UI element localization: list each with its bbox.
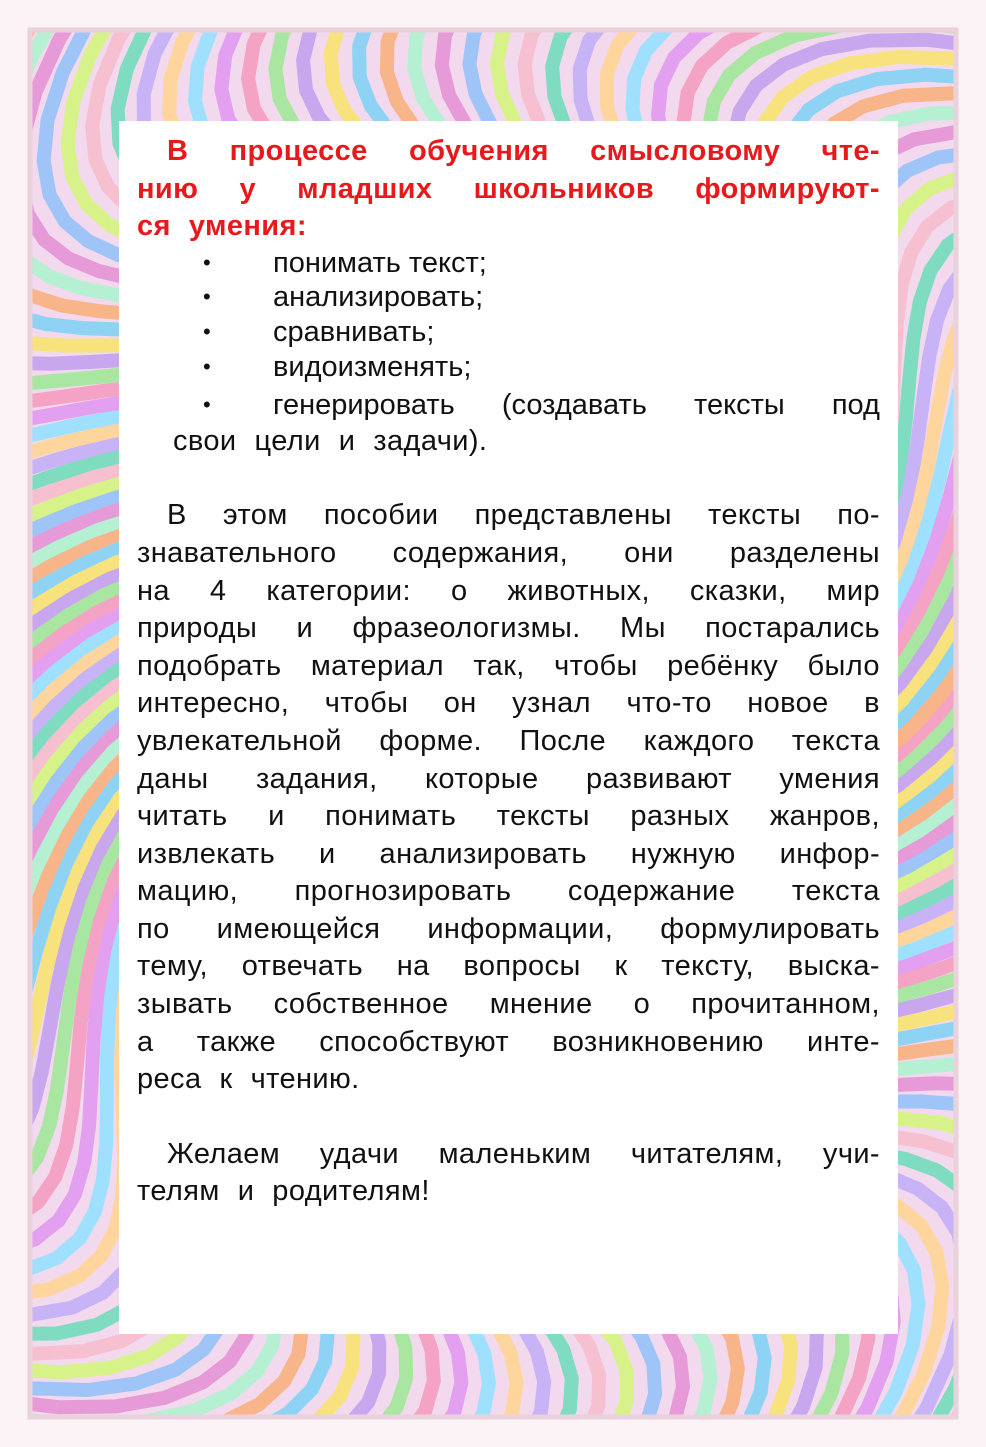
content-page <box>119 121 898 1334</box>
word: читателям, <box>630 1137 784 1170</box>
word: так, <box>473 649 525 682</box>
word: текста <box>791 724 880 757</box>
word: читать <box>137 800 228 833</box>
word: задания, <box>255 762 378 795</box>
word: и <box>237 1175 255 1208</box>
word: разделены <box>729 536 880 569</box>
list-item: • видоизменять; <box>137 350 880 385</box>
word: разных <box>630 800 730 833</box>
word: свои <box>173 424 237 457</box>
word: у <box>239 172 256 205</box>
heading-line <box>137 133 880 171</box>
word: умения <box>779 762 880 795</box>
text-line <box>137 1061 880 1099</box>
bullet-icon: • <box>203 353 211 379</box>
word: к <box>219 1063 233 1096</box>
word: После <box>519 724 607 757</box>
word: собственное <box>273 988 449 1021</box>
word: извлекать <box>137 837 276 870</box>
word: задачи). <box>373 424 488 457</box>
word: категории: <box>266 574 411 607</box>
list-item-text <box>273 388 880 423</box>
word: (создавать <box>501 389 647 422</box>
word: В <box>167 135 189 167</box>
word: вопросы <box>463 950 581 983</box>
word: было <box>807 649 880 682</box>
text-line <box>137 497 880 535</box>
word: на <box>396 950 430 983</box>
word: и <box>296 612 314 645</box>
word: этом <box>222 499 288 532</box>
word: Мы <box>620 612 666 645</box>
heading-line <box>137 171 880 209</box>
bullet-icon: • <box>203 284 211 310</box>
bullet-icon: • <box>203 249 211 275</box>
word: подобрать <box>137 649 282 682</box>
word: увлекательной <box>137 724 342 757</box>
word: смысловому <box>590 135 781 167</box>
word: ребёнку <box>667 649 779 682</box>
word: развивают <box>585 762 732 795</box>
list-item-continuation <box>137 423 880 461</box>
word: постарались <box>705 612 880 645</box>
word: знавательного <box>137 536 337 569</box>
list-item: • сравнивать; <box>137 315 880 350</box>
list-item: • анализировать; <box>137 280 880 315</box>
word: возникновению <box>552 1025 764 1058</box>
word: родителям! <box>272 1175 430 1208</box>
heading <box>137 133 880 246</box>
word: новое <box>747 687 829 720</box>
word: по <box>137 912 170 945</box>
word: которые <box>425 762 539 795</box>
word: по- <box>837 499 880 532</box>
word: инфор- <box>779 837 880 870</box>
text-line <box>137 836 880 874</box>
word: прочитанном, <box>691 988 880 1021</box>
word: под <box>831 389 880 422</box>
word: процессе <box>229 135 368 167</box>
word: выска- <box>787 950 880 983</box>
word: мнение <box>489 988 593 1021</box>
word: пособии <box>323 499 439 532</box>
text-line <box>137 610 880 648</box>
text-line <box>137 1024 880 1062</box>
word: что-то <box>626 687 712 720</box>
word: ся <box>137 210 171 243</box>
word: о <box>633 988 651 1021</box>
word: тексты <box>708 499 802 532</box>
word: умения: <box>188 210 307 243</box>
word: тему, <box>137 950 209 983</box>
word: реса <box>137 1063 202 1096</box>
word: цели <box>254 424 321 457</box>
word: тексту, <box>661 950 754 983</box>
word: и <box>268 800 285 833</box>
intro-paragraph <box>137 497 880 1099</box>
word: формулировать <box>660 912 880 945</box>
word: также <box>196 1025 277 1058</box>
bullet-icon: • <box>203 318 211 344</box>
word: способствуют <box>319 1025 510 1058</box>
word: прогнозировать <box>294 875 512 908</box>
list-item <box>137 388 880 423</box>
word: 4 <box>209 574 227 607</box>
word: имеющейся <box>216 912 381 945</box>
word: младших <box>297 172 433 205</box>
word: о <box>450 574 468 607</box>
word: к <box>614 950 628 983</box>
word: генерировать <box>273 389 455 422</box>
text-line <box>137 1136 880 1174</box>
word: чтобы <box>324 687 409 720</box>
text-line <box>137 573 880 611</box>
word: форме. <box>379 724 482 757</box>
text-line <box>137 986 880 1024</box>
word: он <box>443 687 477 720</box>
text-line <box>137 723 880 761</box>
text-line <box>137 1173 880 1211</box>
word: учи- <box>822 1137 880 1170</box>
text-line <box>137 761 880 799</box>
word: Желаем <box>167 1137 281 1170</box>
word: сказки, <box>689 574 787 607</box>
word: каждого <box>643 724 755 757</box>
word: анализировать <box>379 837 587 870</box>
word: нию <box>137 172 199 205</box>
word: понимать <box>325 800 457 833</box>
word: формируют- <box>695 172 880 205</box>
word: текста <box>791 875 880 908</box>
word: тексты <box>496 800 590 833</box>
word: жанров, <box>769 800 880 833</box>
word: школьников <box>473 172 655 205</box>
word: тексты <box>693 389 785 422</box>
skills-list <box>137 246 880 461</box>
text-line <box>137 685 880 723</box>
text-line <box>137 798 880 836</box>
text-line <box>137 911 880 949</box>
word: природы <box>137 612 258 645</box>
text-line <box>137 648 880 686</box>
word: зывать <box>137 988 233 1021</box>
word: материал <box>310 649 444 682</box>
word: фразеологизмы. <box>352 612 581 645</box>
word: нужную <box>630 837 736 870</box>
word: чтобы <box>554 649 638 682</box>
word: интересно, <box>137 687 290 720</box>
word: содержание <box>567 875 736 908</box>
text-line <box>137 535 880 573</box>
word: представлены <box>474 499 672 532</box>
heading-line <box>137 208 880 246</box>
word: они <box>624 536 674 569</box>
word: информации, <box>427 912 614 945</box>
list-item: • понимать текст; <box>137 246 880 281</box>
word: удачи <box>319 1137 399 1170</box>
word: в <box>864 687 880 720</box>
text-line <box>137 873 880 911</box>
word: отвечать <box>241 950 363 983</box>
word: чтению. <box>250 1063 360 1096</box>
word: маленьким <box>438 1137 592 1170</box>
word: мацию, <box>137 875 239 908</box>
word: В <box>167 499 187 532</box>
word: и <box>319 837 336 870</box>
word: инте- <box>807 1025 880 1058</box>
closing-paragraph <box>137 1136 880 1211</box>
bullet-icon: • <box>203 392 211 418</box>
word: на <box>137 574 170 607</box>
text-line <box>137 948 880 986</box>
word: животных, <box>507 574 650 607</box>
word: а <box>137 1025 154 1058</box>
word: и <box>338 424 356 457</box>
word: телям <box>137 1175 220 1208</box>
word: содержания, <box>392 536 569 569</box>
word: мир <box>826 574 880 607</box>
word: чте- <box>821 135 880 167</box>
word: обучения <box>408 135 549 167</box>
word: даны <box>137 762 209 795</box>
word: узнал <box>512 687 592 720</box>
